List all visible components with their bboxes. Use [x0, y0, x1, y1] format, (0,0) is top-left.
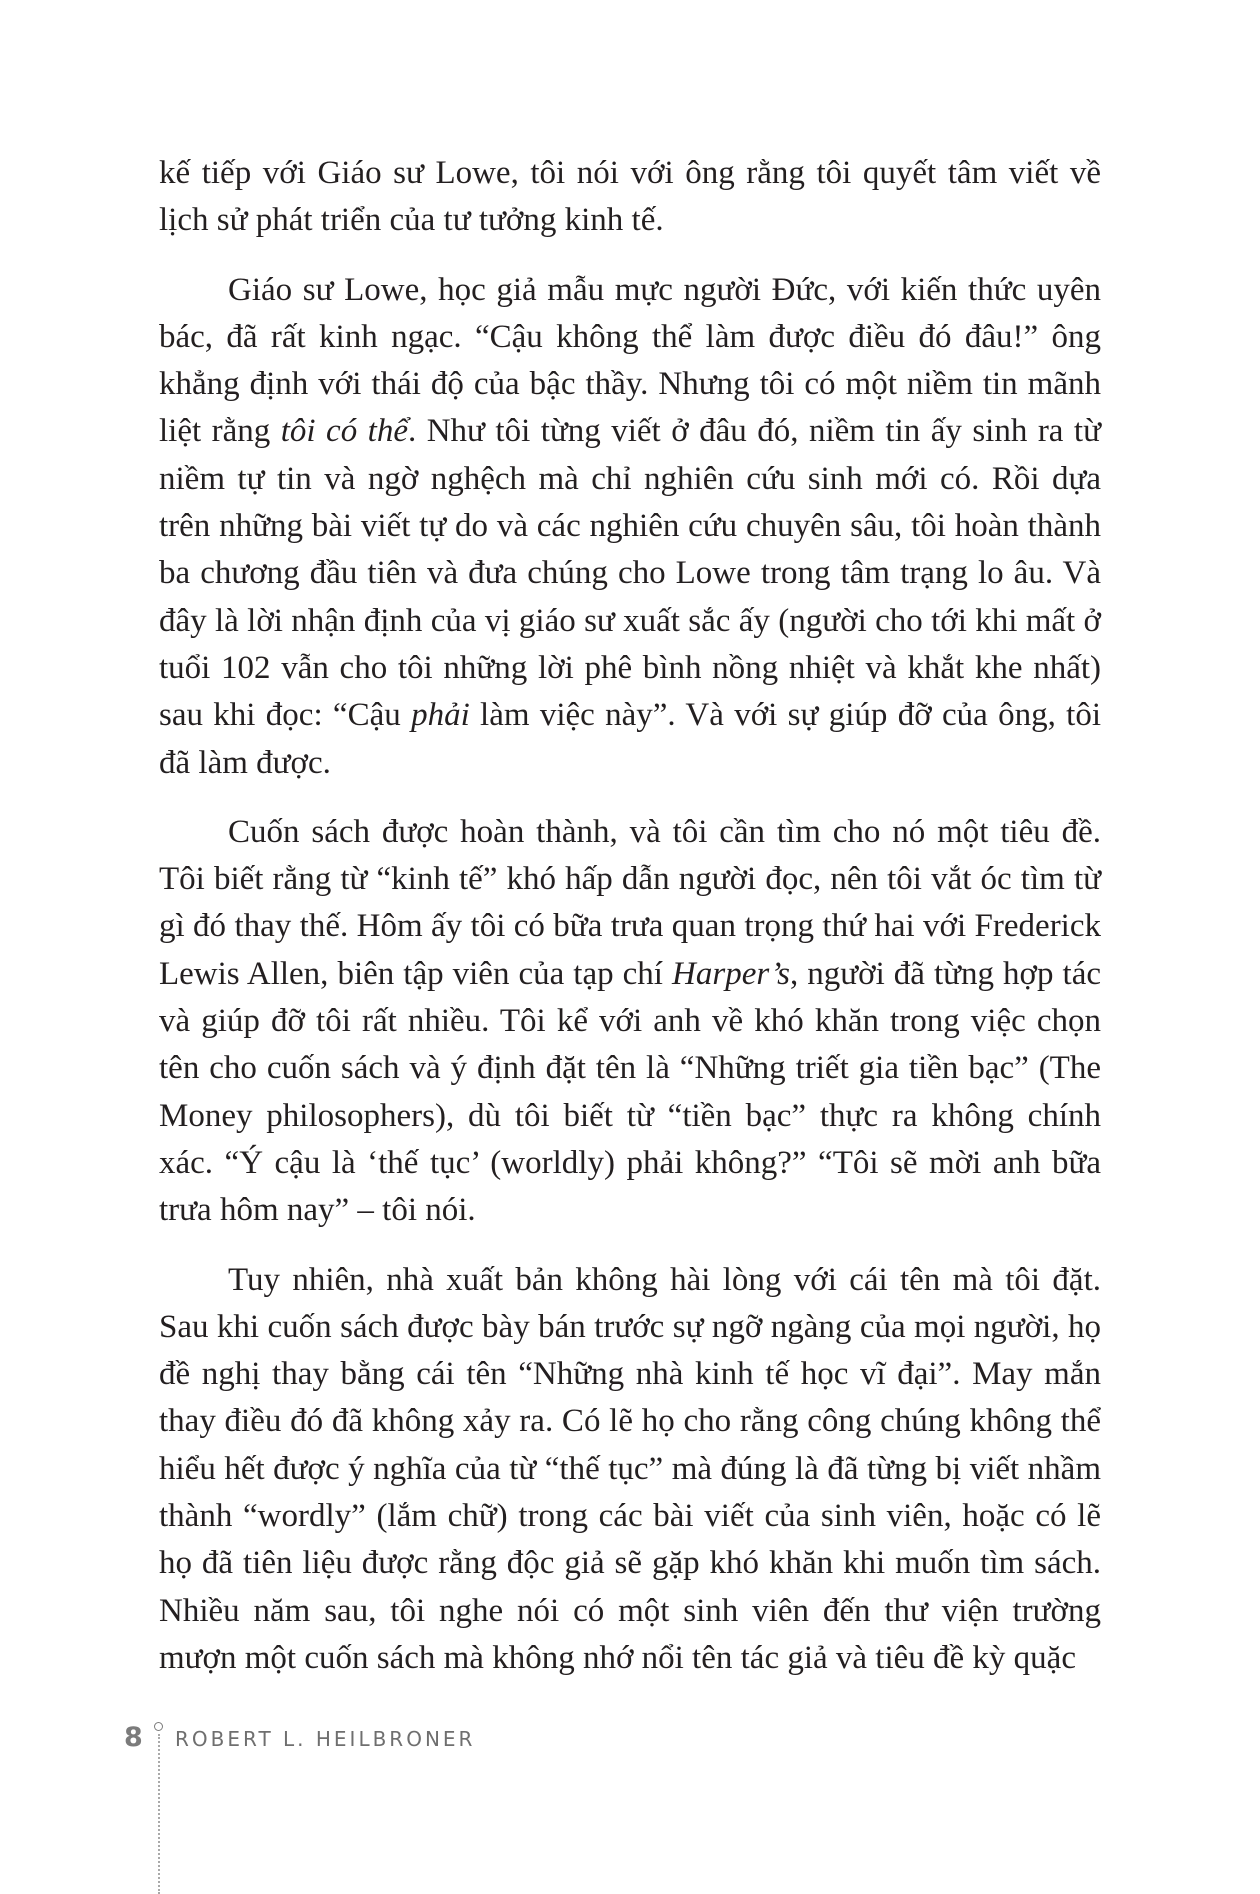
- text-run: Cuốn sách được hoàn thành, và tôi cần tìm cho nó một tiêu đề. Tôi biết rằng từ “kinh tế” khó hấp dẫn người đọc, nên tôi vắt óc tìm từ gì đó thay thế. Hôm ấy tôi có bữa trưa quan trọng thứ hai với Frederick Lewis Allen, biên tập viên của tạp chí: [159, 813, 1101, 992]
- italic-text: tôi có thể: [280, 413, 408, 450]
- text-run: Tuy nhiên, nhà xuất bản không hài lòng với cái tên mà tôi đặt. Sau khi cuốn sách được bày bán trước sự ngỡ ngàng của mọi người, họ đề nghị thay bằng cái tên “Những nhà kinh tế học vĩ đại”. May mắn thay điều đó đã không xảy ra. Có lẽ họ cho rằng công chúng không thể hiểu hết được ý nghĩa của từ “thế tục” mà đúng là đã từng bị viết nhầm thành “wordly” (lắm chữ) trong các bài viết của sinh viên, hoặc có lẽ họ đã tiên liệu được rằng độc giả sẽ gặp khó khăn khi muốn tìm sách. Nhiều năm sau, tôi nghe nói có một sinh viên đến thư viện trường mượn một cuốn sách mà không nhớ nổi tên tác giả và tiêu đề kỳ quặc: [159, 1261, 1101, 1676]
- body-text: [159, 150, 1101, 1704]
- paragraph: [159, 1257, 1101, 1683]
- text-run: kế tiếp với Giáo sư Lowe, tôi nói với ông rằng tôi quyết tâm viết về lịch sử phát triển của tư tưởng kinh tế.: [159, 155, 1101, 239]
- circle-marker-icon: [154, 1722, 163, 1731]
- text-run: . Như tôi từng viết ở đâu đó, niềm tin ấy sinh ra từ niềm tự tin và ngờ nghệch mà chỉ nghiên cứu sinh mới có. Rồi dựa trên những bài viết tự do và các nghiên cứu chuyên sâu, tôi hoàn thành ba chương đầu tiên và đưa chúng cho Lowe trong tâm trạng lo âu. Và đây là lời nhận định của vị giáo sư xuất sắc ấy (người cho tới khi mất ở tuổi 102 vẫn cho tôi những lời phê bình nồng nhiệt và khắt khe nhất) sau khi đọc: “Cậu: [159, 413, 1101, 734]
- page-number: 8: [124, 1722, 143, 1753]
- italic-text: phải: [411, 697, 470, 734]
- page-footer: [124, 1720, 824, 1890]
- italic-text: Harper’s: [672, 955, 790, 992]
- text-run: Giáo sư Lowe, học giả mẫu mực người Đức, với kiến thức uyên bác, đã rất kinh ngạc. “Cậu không thể làm được điều đó đâu!” ông khẳng định với thái độ của bậc thầy. Nhưng tôi có một niềm tin mãnh liệt rằng: [159, 271, 1101, 450]
- text-run: , người đã từng hợp tác và giúp đỡ tôi rất nhiều. Tôi kể với anh về khó khăn trong việc chọn tên cho cuốn sách và ý định đặt tên là “Những triết gia tiền bạc” (The Money philosophers), dù tôi biết từ “tiền bạc” thực ra không chính xác. “Ý cậu là ‘thế tục’ (worldly) phải không?” “Tôi sẽ mời anh bữa trưa hôm nay” – tôi nói.: [159, 955, 1102, 1229]
- paragraph: [159, 809, 1101, 1235]
- paragraph: [159, 267, 1101, 787]
- text-run: làm việc này”. Và với sự giúp đỡ của ông, tôi đã làm được.: [159, 697, 1101, 781]
- paragraph: [159, 150, 1101, 245]
- running-footer-author: ROBERT L. HEILBRONER: [175, 1727, 476, 1751]
- dotted-divider: [158, 1734, 160, 1894]
